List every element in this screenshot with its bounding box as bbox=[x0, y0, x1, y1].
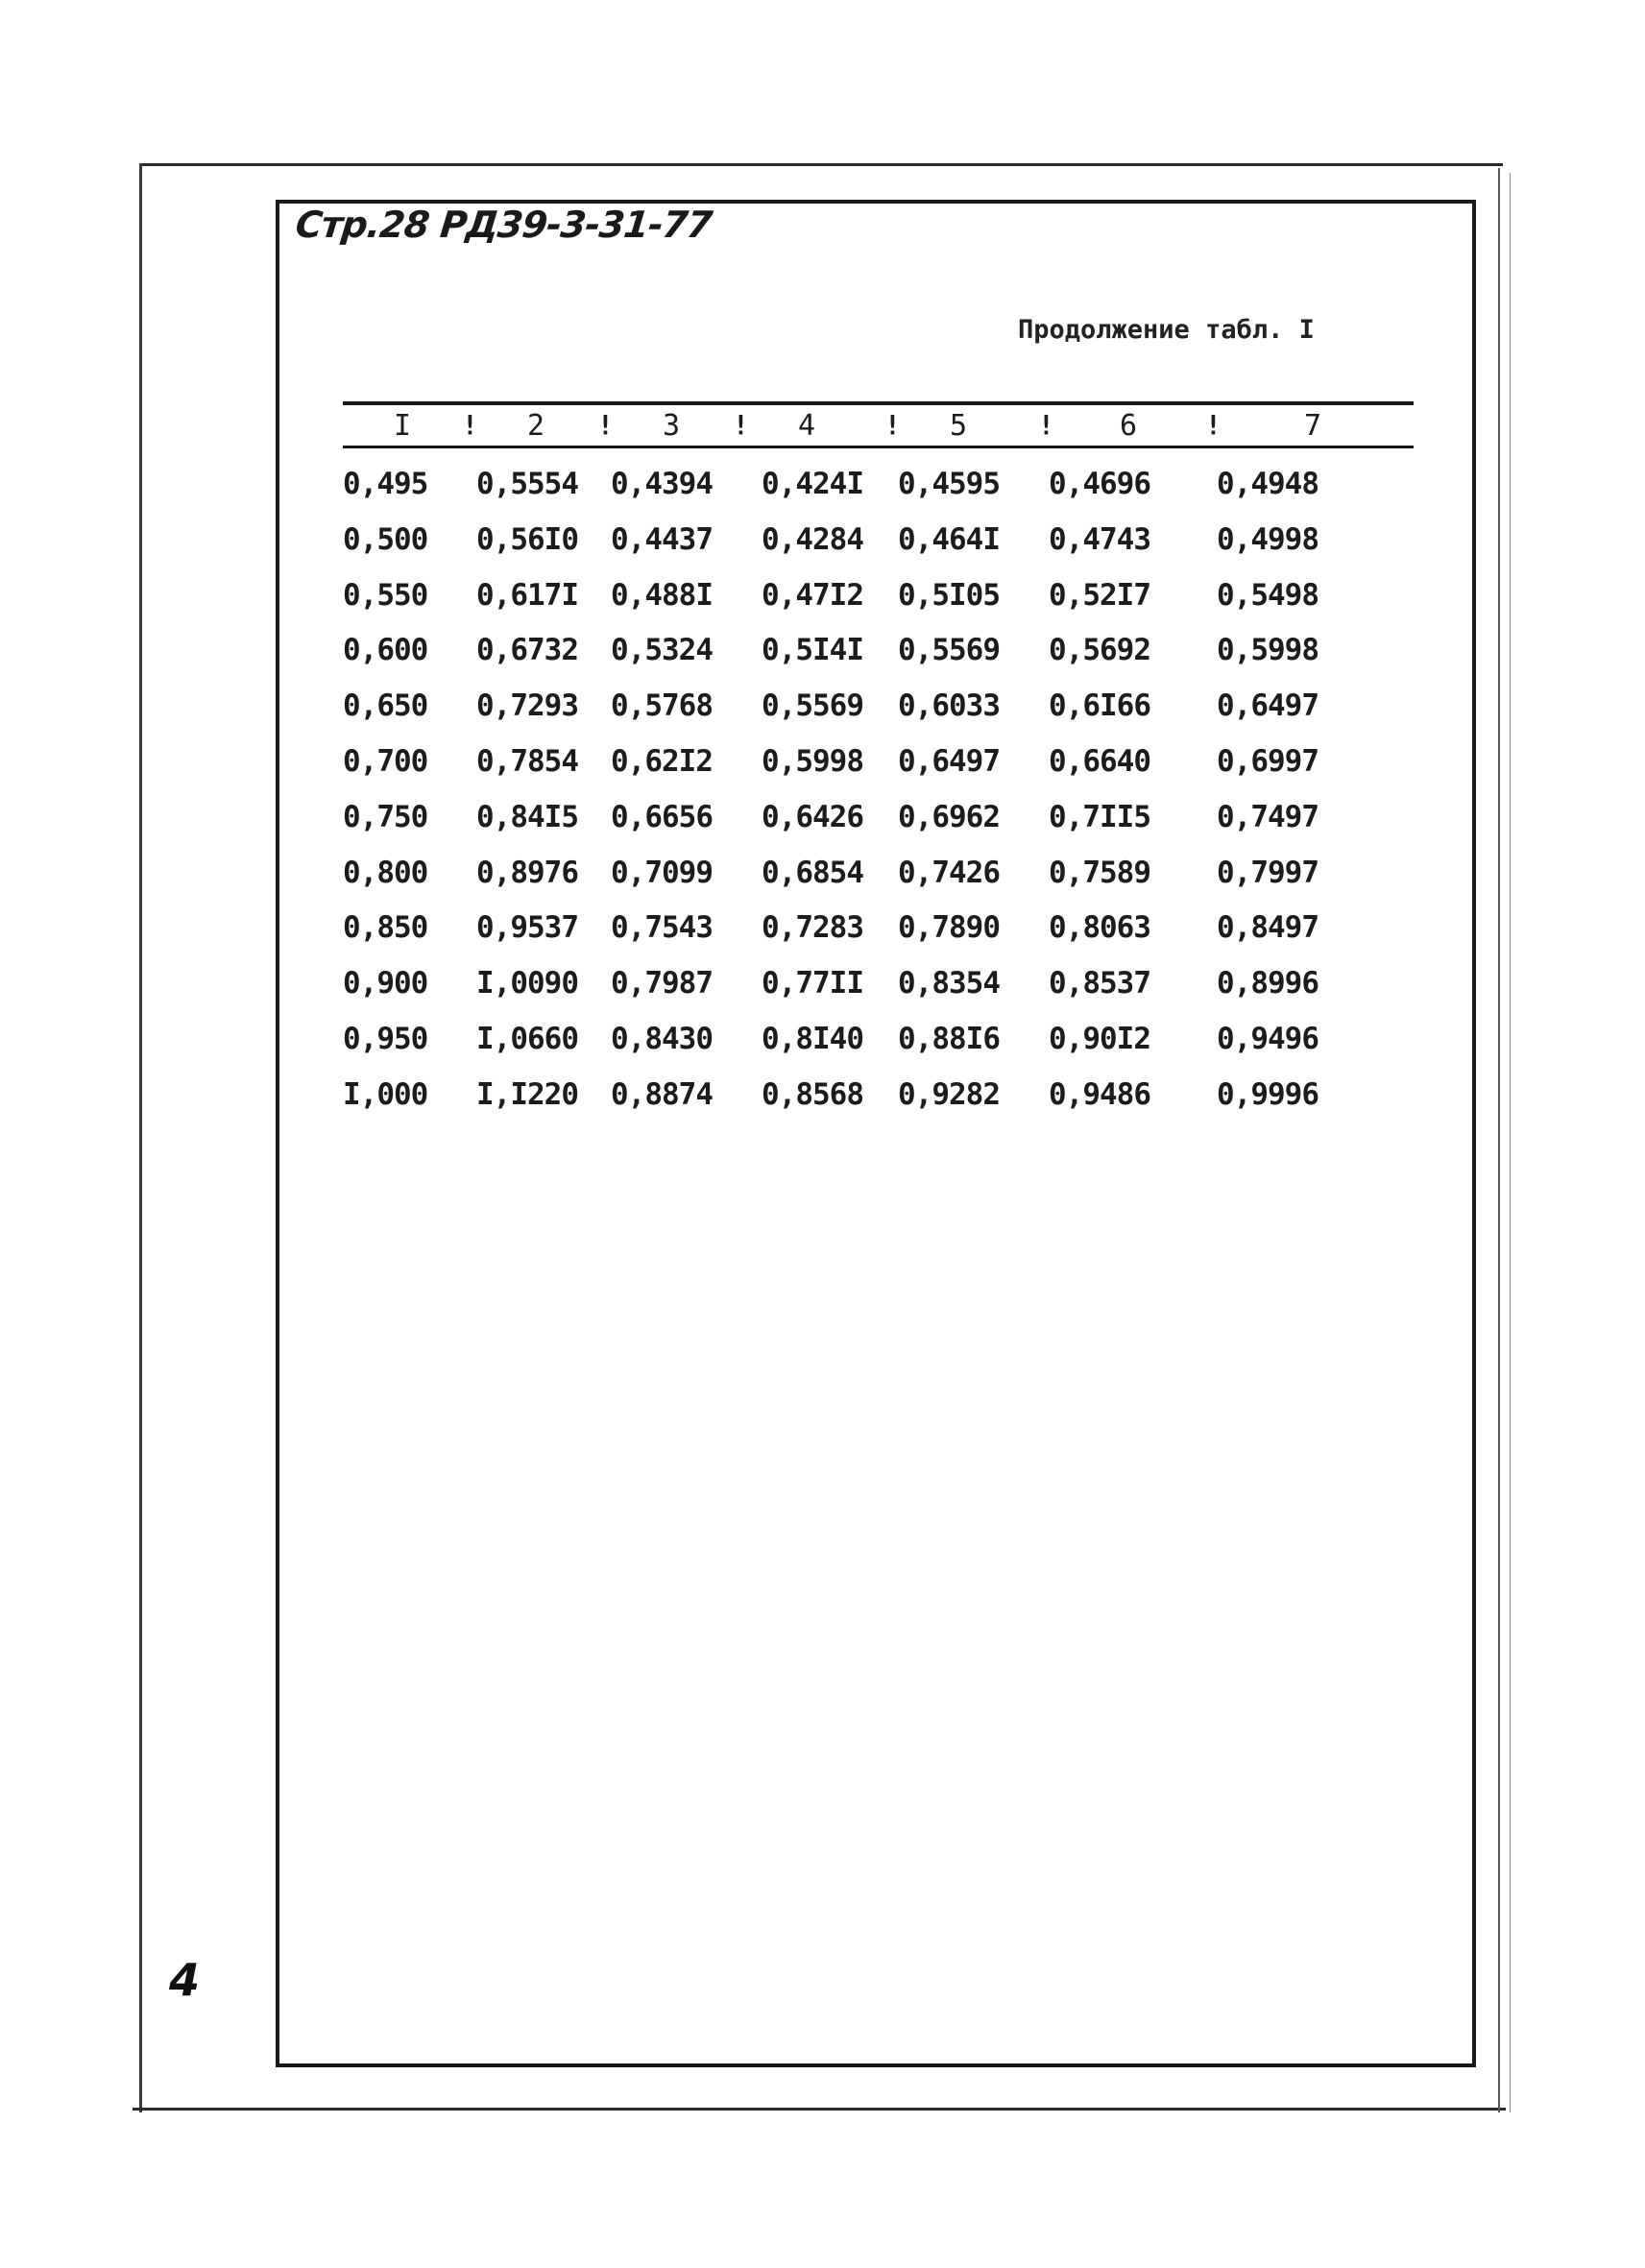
table-cell: 0,4948 bbox=[1217, 467, 1318, 501]
table-cell: 0,617I bbox=[476, 578, 578, 613]
table-cell: 0,424I bbox=[762, 467, 863, 501]
table-cell: 0,8874 bbox=[611, 1077, 713, 1112]
table-continuation-title: Продолжение табл. I bbox=[1018, 315, 1315, 345]
table-cell: 0,4437 bbox=[611, 522, 713, 557]
corner-page-mark: 4 bbox=[169, 1954, 201, 2006]
column-header: 5 bbox=[950, 409, 967, 443]
table-cell: I,000 bbox=[343, 1077, 428, 1112]
column-header: 4 bbox=[798, 409, 815, 443]
page-reference: Стр.28 РД39-3-31-77 bbox=[293, 204, 714, 246]
table-cell: 0,700 bbox=[343, 744, 428, 779]
table-cell: 0,7543 bbox=[611, 910, 713, 945]
column-separator: ! bbox=[1038, 409, 1054, 441]
table-cell: 0,8537 bbox=[1049, 966, 1150, 1001]
table-cell: 0,5569 bbox=[762, 688, 863, 723]
column-separator: ! bbox=[462, 409, 478, 441]
table-cell: I,0090 bbox=[476, 966, 578, 1001]
table-cell: 0,6640 bbox=[1049, 744, 1150, 779]
table-cell: 0,488I bbox=[611, 578, 713, 613]
column-header: 3 bbox=[663, 409, 680, 443]
table-cell: 0,8497 bbox=[1217, 910, 1318, 945]
table-cell: 0,7293 bbox=[476, 688, 578, 723]
table-cell: 0,8568 bbox=[762, 1077, 863, 1112]
table-cell: 0,900 bbox=[343, 966, 428, 1001]
table-cell: 0,8I40 bbox=[762, 1022, 863, 1056]
table-cell: 0,5768 bbox=[611, 688, 713, 723]
table-cell: 0,6497 bbox=[898, 744, 1000, 779]
table-cell: 0,5998 bbox=[762, 744, 863, 779]
table-cell: I,0660 bbox=[476, 1022, 578, 1056]
column-header: 7 bbox=[1304, 409, 1321, 443]
scan-frame-bottom bbox=[133, 2108, 1506, 2111]
table-cell: 0,8430 bbox=[611, 1022, 713, 1056]
table-cell: 0,9496 bbox=[1217, 1022, 1318, 1056]
table-cell: 0,500 bbox=[343, 522, 428, 557]
table-cell: 0,7854 bbox=[476, 744, 578, 779]
table-cell: 0,495 bbox=[343, 467, 428, 501]
table-cell: 0,5692 bbox=[1049, 633, 1150, 667]
table-cell: 0,750 bbox=[343, 800, 428, 834]
table-cell: 0,4595 bbox=[898, 467, 1000, 501]
table-cell: 0,5569 bbox=[898, 633, 1000, 667]
table-cell: 0,800 bbox=[343, 856, 428, 890]
table-cell: 0,7283 bbox=[762, 910, 863, 945]
table-cell: 0,9537 bbox=[476, 910, 578, 945]
column-header: I bbox=[394, 409, 411, 443]
table-header-rule bbox=[343, 446, 1414, 448]
column-separator: ! bbox=[884, 409, 901, 441]
table-cell: 0,8996 bbox=[1217, 966, 1318, 1001]
table-cell: 0,8354 bbox=[898, 966, 1000, 1001]
table-cell: 0,84I5 bbox=[476, 800, 578, 834]
table-cell: 0,650 bbox=[343, 688, 428, 723]
table-cell: 0,4394 bbox=[611, 467, 713, 501]
scan-frame-top bbox=[139, 163, 1503, 166]
table-cell: 0,6I66 bbox=[1049, 688, 1150, 723]
table-cell: 0,7890 bbox=[898, 910, 1000, 945]
column-separator: ! bbox=[733, 409, 749, 441]
table-cell: 0,5498 bbox=[1217, 578, 1318, 613]
scan-frame-right bbox=[1498, 168, 1500, 2112]
table-cell: 0,88I6 bbox=[898, 1022, 1000, 1056]
table-cell: 0,5998 bbox=[1217, 633, 1318, 667]
table-cell: 0,77II bbox=[762, 966, 863, 1001]
table-cell: 0,6497 bbox=[1217, 688, 1318, 723]
table-cell: 0,8976 bbox=[476, 856, 578, 890]
table-cell: 0,6854 bbox=[762, 856, 863, 890]
table-cell: 0,7589 bbox=[1049, 856, 1150, 890]
table-cell: 0,5I4I bbox=[762, 633, 863, 667]
table-cell: 0,9996 bbox=[1217, 1077, 1318, 1112]
table-cell: 0,6732 bbox=[476, 633, 578, 667]
table-cell: 0,5554 bbox=[476, 467, 578, 501]
scan-frame-left bbox=[139, 163, 142, 2112]
table-cell: 0,6962 bbox=[898, 800, 1000, 834]
table-cell: 0,5I05 bbox=[898, 578, 1000, 613]
table-cell: 0,9486 bbox=[1049, 1077, 1150, 1112]
table-cell: 0,6033 bbox=[898, 688, 1000, 723]
column-separator: ! bbox=[1205, 409, 1222, 441]
table-cell: 0,950 bbox=[343, 1022, 428, 1056]
table-cell: 0,5324 bbox=[611, 633, 713, 667]
table-cell: 0,90I2 bbox=[1049, 1022, 1150, 1056]
table-cell: 0,4696 bbox=[1049, 467, 1150, 501]
table-cell: 0,600 bbox=[343, 633, 428, 667]
scan-frame-right-edge bbox=[1510, 173, 1511, 2112]
table-cell: 0,8063 bbox=[1049, 910, 1150, 945]
table-cell: 0,7987 bbox=[611, 966, 713, 1001]
table-cell: 0,7II5 bbox=[1049, 800, 1150, 834]
table-cell: 0,850 bbox=[343, 910, 428, 945]
table-cell: 0,464I bbox=[898, 522, 1000, 557]
table-cell: 0,6997 bbox=[1217, 744, 1318, 779]
table-cell: 0,7497 bbox=[1217, 800, 1318, 834]
table-cell: 0,52I7 bbox=[1049, 578, 1150, 613]
table-cell: 0,4743 bbox=[1049, 522, 1150, 557]
column-header: 6 bbox=[1120, 409, 1137, 443]
table-cell: 0,47I2 bbox=[762, 578, 863, 613]
table-cell: 0,7099 bbox=[611, 856, 713, 890]
column-separator: ! bbox=[597, 409, 614, 441]
table-cell: 0,4284 bbox=[762, 522, 863, 557]
column-header: 2 bbox=[527, 409, 544, 443]
table-cell: 0,7997 bbox=[1217, 856, 1318, 890]
table-cell: 0,62I2 bbox=[611, 744, 713, 779]
table-top-rule bbox=[343, 401, 1414, 405]
table-cell: 0,6656 bbox=[611, 800, 713, 834]
table-cell: 0,9282 bbox=[898, 1077, 1000, 1112]
table-cell: 0,550 bbox=[343, 578, 428, 613]
table-cell: 0,4998 bbox=[1217, 522, 1318, 557]
table-cell: 0,56I0 bbox=[476, 522, 578, 557]
table-cell: 0,6426 bbox=[762, 800, 863, 834]
table-cell: 0,7426 bbox=[898, 856, 1000, 890]
table-cell: I,I220 bbox=[476, 1077, 578, 1112]
